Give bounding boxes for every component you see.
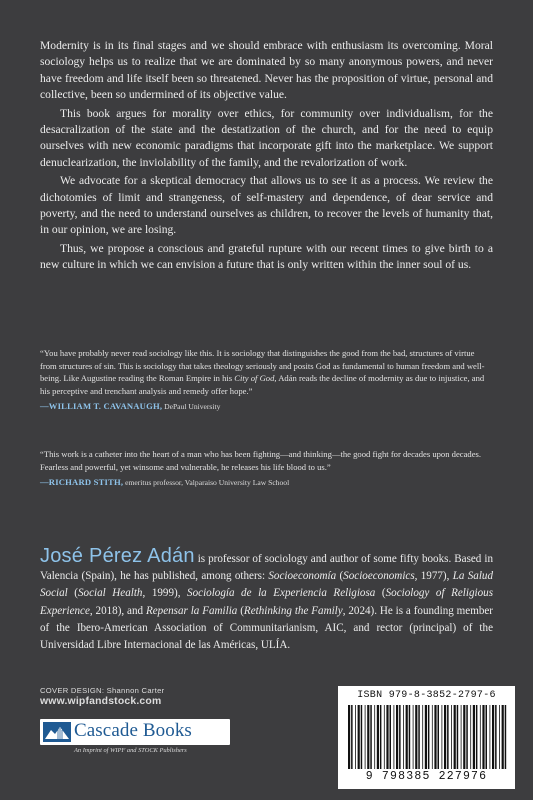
blurb-paragraph: Modernity is in its final stages and we should embrace with enthusiasm its overcoming. Moral sociology helps us to realize that we are dominated by so many anonymous powers, and never have freedom and life itself been so threatened. Never has the proposition of virtue, personal and collective, been so undermined of its objective value. (40, 39, 493, 102)
endorsement-attribution (40, 476, 493, 490)
endorser-name: —WILLIAM T. CAVANAUGH, (40, 401, 163, 412)
author-bio: José Pérez Adán is professor of sociology and author of some fifty books. Based in Valencia (Spain), he has published, among others: Socioeconomía (Socioeconomics, 1977), La Salud Social (Social Health, 1999), Sociología de la Experiencia Religiosa (Sociology of Religious Experience, 2018), and Repensar la Familia (Rethinking the Family, 2024). He is a founding member of the Ibero-American Association of Communitarianism, AIC, and rector (principal) of the Universidad Libre Internacional de las Américas, ULÍA. (40, 545, 494, 652)
endorsement-attribution (40, 400, 493, 414)
publisher-website[interactable]: www.wipfandstock.com (40, 696, 162, 707)
endorsement-stith (40, 448, 493, 490)
endorsement-quote: “You have probably never read sociology like this. It is sociology that distinguishes the good from the bad, structures of virtue from structures of sin. This is sociology that takes theology seriously and posits God as fundamental to human freedom and well-being. Like Augustine reading the Roman Empire in his City of God, Adán reads the decline of modernity as due to injustice, and his perceptive and trenchant analysis and remedy offer hope.” (40, 348, 485, 396)
cover-design-credit: COVER DESIGN: Shannon Carter (40, 686, 165, 695)
endorser-affiliation: emeritus professor, Valparaiso University Law School (123, 478, 290, 488)
publisher-logo (40, 719, 230, 759)
barcode-icon (348, 705, 508, 769)
publisher-imprint: An Imprint of WIPF and STOCK Publishers (74, 747, 187, 754)
credits (40, 686, 164, 707)
publisher-name: Cascade Books (74, 720, 192, 741)
ean-digits: 9 798385 227976 (365, 770, 488, 783)
author-name: José Pérez Adán (40, 545, 195, 567)
endorsement-cavanaugh (40, 347, 493, 414)
blurb-paragraph: This book argues for morality over ethics, for community over individualism, for the desacralization of the state and the destatization of the church, and for the need to equip ourselves with new economic paradigms that incorporate gift into the marketplace. We support denuclearization, the inviolability of the family, and the revalorization of work. (40, 106, 493, 169)
publisher-logo-box (40, 719, 230, 745)
endorser-name: —RICHARD STITH, (40, 477, 124, 488)
waterfall-icon (43, 722, 71, 742)
blurb-paragraph: Thus, we propose a conscious and grateful rupture with our recent times to give birth to a new culture in which we can envision a future that is only written within the inner soul of us. (40, 241, 493, 272)
isbn-barcode (338, 686, 515, 789)
endorsement-quote: “This work is a catheter into the heart of a man who has been fighting—and thinking—the good fight for decades upon decades. Fearless and powerful, yet winsome and vulnerable, he releases his life blood to us.” (40, 449, 482, 472)
blurb-paragraph: We advocate for a skeptical democracy that allows us to see it as a process. We review the dichotomies of limit and strangeness, of self-mastery and dependence, of dear service and poverty, and the need to understand ourselves as children, to recover the levels of humanity that, in our opinion, we are losing. (40, 174, 493, 237)
blurb (40, 38, 493, 276)
isbn-label: ISBN 979-8-3852-2797-6 (357, 690, 496, 701)
endorser-affiliation: DePaul University (162, 402, 221, 412)
